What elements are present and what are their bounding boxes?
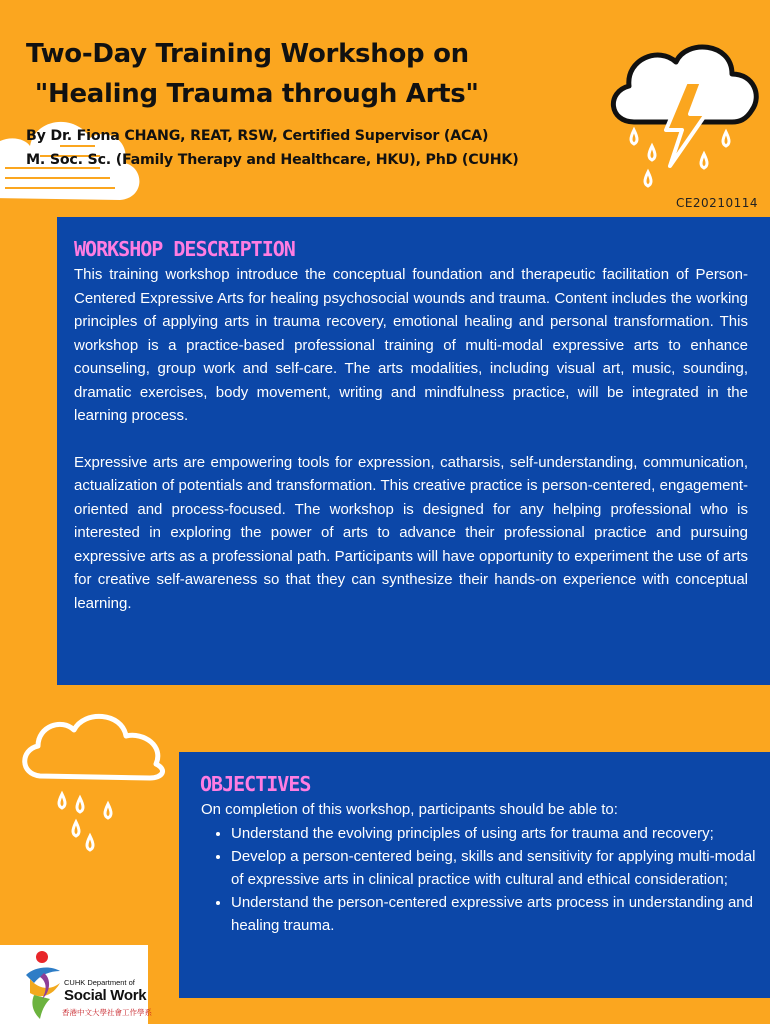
description-heading: WORKSHOP DESCRIPTION [74, 237, 295, 261]
objective-item: • Understand the evolving principles of using arts for trauma and recovery; [231, 822, 761, 845]
page-title [26, 34, 566, 114]
workshop-description-panel [57, 217, 770, 685]
objectives-intro: On completion of this workshop, participants should be able to: [201, 801, 618, 818]
description-paragraph-1: This training workshop introduce the conceptual foundation and therapeutic facilitation of Person-Centered Expressive Arts for healing psychosocial wounds and trauma. Content includes the working principles of applying arts in trauma recovery, emotional healing and personal transformation. This workshop is a practice-based professional training of multi-modal expressive arts to enhance counseling, group work and self-care. The arts modalities, including visual art, music, sounding, dramatic exercises, body movement, writing and mindfulness practice, will be integrated in the learning process. [74, 266, 748, 424]
description-body [74, 263, 748, 638]
objective-item: • Develop a person-centered being, skills and sensitivity for applying multi-modal of expressive arts in clinical practice with cultural and ethical consideration; [231, 845, 761, 891]
author-line-2: M. Soc. Sc. (Family Therapy and Healthcare, HKU), PhD (CUHK) [26, 152, 519, 168]
rain-cloud-icon [18, 706, 178, 856]
description-paragraph-2: Expressive arts are empowering tools for expression, catharsis, self-understanding, communication, actualization of potentials and transformation. This creative practice is person-centered, engagement-oriented and process-focused. The workshop is designed for any helping professional who is interested in exploring the power of arts to advance their professional practice and pursuing expressive arts as a professional path. Participants will have opportunity to experiment the use of arts for creative self-awareness so that they can synthesize their hands-on experience with conceptual learning. [74, 453, 748, 612]
title-line-1: Two-Day Training Workshop on [26, 39, 469, 69]
author-credentials [26, 124, 646, 172]
objectives-heading: OBJECTIVES [200, 772, 311, 796]
cuhk-social-work-logo [0, 945, 152, 1024]
logo-figure-icon [20, 949, 66, 1021]
objectives-list [201, 822, 761, 937]
course-code: CE20210114 [675, 196, 758, 210]
logo-department-text: CUHK Department of [64, 978, 135, 987]
author-line-1: By Dr. Fiona CHANG, REAT, RSW, Certified Supervisor (ACA) [26, 128, 489, 144]
logo-chinese-text: 香港中文大學社會工作學系 [62, 1008, 152, 1017]
title-line-2: "Healing Trauma through Arts" [26, 79, 479, 109]
objective-item: • Understand the person-centered expressive arts process in understanding and healing trauma. [231, 891, 761, 937]
objectives-panel [179, 752, 770, 998]
logo-social-work-text: Social Work [64, 987, 147, 1004]
